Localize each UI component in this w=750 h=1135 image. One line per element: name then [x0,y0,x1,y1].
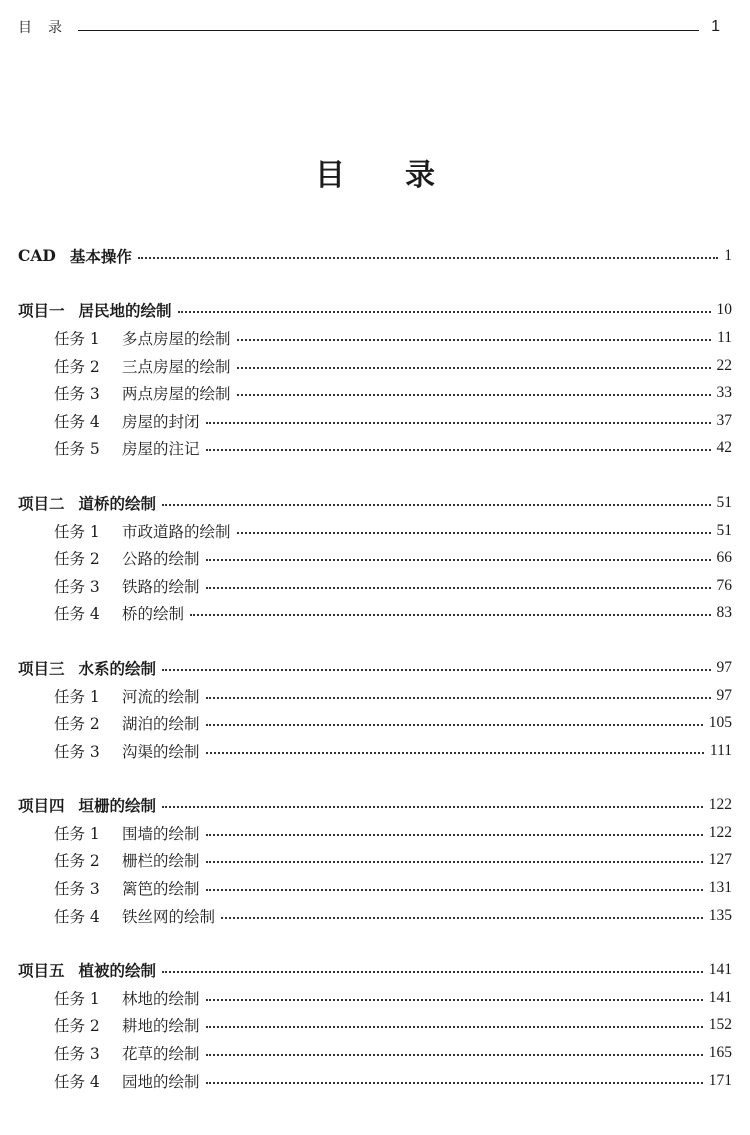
toc-entry-page: 152 [708,1016,732,1034]
running-header-label: 目录 [18,20,78,36]
toc-entry-number: CAD [18,246,56,266]
section-gap [18,270,732,297]
toc-entry-page: 51 [716,493,732,511]
toc-entry-page: 33 [716,384,732,402]
dot-leader [206,724,703,726]
toc-entry-page: 97 [716,658,732,676]
toc-task-entry[interactable] [18,517,732,545]
toc-entry-number: 任务 2 [54,852,100,871]
toc-section-entry[interactable] [18,489,732,517]
toc-task-entry[interactable] [18,847,732,875]
dot-leader [162,669,710,671]
toc-entry-number: 任务 3 [54,742,100,761]
toc-entry-title: 花草的绘制 [122,1045,200,1064]
toc-entry-page: 37 [716,411,732,429]
toc-entry-title: 多点房屋的绘制 [122,329,231,348]
toc-entry-number: 任务 4 [54,907,100,926]
dot-leader [206,1054,703,1056]
toc-section-entry[interactable] [18,242,732,270]
toc-entry-number: 项目三 [18,658,65,678]
toc-entry-page: 141 [708,988,732,1006]
toc-entry-number: 任务 5 [54,440,100,459]
toc-entry-number: 任务 3 [54,577,100,596]
toc-entry-number: 项目一 [18,301,65,321]
running-header [18,16,720,38]
page-title: 目录 [315,158,495,193]
toc-entry-number: 项目二 [18,493,65,513]
dot-leader [206,1082,703,1084]
toc-entry-title: 两点房屋的绘制 [122,385,231,404]
toc-task-entry[interactable] [18,737,732,765]
toc-entry-title: 栅栏的绘制 [122,852,200,871]
toc-entry-page: 122 [708,796,732,814]
toc-entry-title: 园地的绘制 [122,1072,200,1091]
dot-leader [206,587,711,589]
toc-entry-page: 111 [709,741,732,759]
toc-entry-page: 131 [708,879,732,897]
toc-entry-number: 任务 1 [54,824,100,843]
toc-entry-title: 垣栅的绘制 [78,796,157,816]
toc-task-entry[interactable] [18,709,732,737]
toc-entry-page: 1 [724,246,732,264]
toc-entry-page: 22 [716,356,732,374]
toc-entry-number: 任务 1 [54,522,100,541]
toc-entry-title: 篱笆的绘制 [122,880,200,899]
toc-task-entry[interactable] [18,682,732,710]
dot-leader [138,257,718,259]
toc-entry-title: 沟渠的绘制 [122,742,200,761]
toc-task-entry[interactable] [18,544,732,572]
toc-entry-page: 10 [716,301,732,319]
toc-entry-title: 铁丝网的绘制 [122,907,216,926]
toc-section-entry[interactable] [18,654,732,682]
toc-entry-title: 围墙的绘制 [122,824,200,843]
dot-leader [237,339,712,341]
toc-section-entry[interactable] [18,297,732,325]
toc-entry-page: 76 [716,576,732,594]
dot-leader [206,834,703,836]
dot-leader [206,559,711,561]
toc-entry-number: 任务 4 [54,412,100,431]
toc-entry-number: 任务 3 [54,385,100,404]
toc-entry-page: 11 [717,328,732,346]
toc-task-entry[interactable] [18,435,732,463]
toc-entry-title: 桥的绘制 [122,605,185,624]
toc-entry-title: 公路的绘制 [122,550,200,569]
toc-entry-number: 项目四 [18,796,65,816]
toc-entry-page: 42 [716,439,732,457]
toc-entry-number: 任务 3 [54,880,100,899]
dot-leader [190,614,710,616]
section-gap [18,765,732,792]
dot-leader [206,697,711,699]
toc-entry-number: 任务 2 [54,1017,100,1036]
toc-entry-title: 基本操作 [69,246,132,266]
toc-task-entry[interactable] [18,874,732,902]
toc-entry-page: 51 [716,521,732,539]
toc-task-entry[interactable] [18,324,732,352]
toc-task-entry[interactable] [18,819,732,847]
toc-entry-title: 湖泊的绘制 [122,715,200,734]
dot-leader [162,504,710,506]
toc-entry-page: 141 [708,961,732,979]
toc-task-entry[interactable] [18,902,732,930]
toc-entry-number: 项目五 [18,961,65,981]
toc-entry-title: 河流的绘制 [122,687,200,706]
toc-entry-page: 83 [716,604,732,622]
toc-section-entry[interactable] [18,956,732,984]
toc-task-entry[interactable] [18,572,732,600]
toc-entry-page: 171 [708,1071,732,1089]
dot-leader [162,806,703,808]
toc-section-entry[interactable] [18,792,732,820]
toc-entry-number: 任务 3 [54,1045,100,1064]
toc-entry-title: 房屋的注记 [122,440,200,459]
toc-task-entry[interactable] [18,600,732,628]
dot-leader [237,532,711,534]
toc-entry-page: 127 [708,851,732,869]
toc-task-entry[interactable] [18,1039,732,1067]
toc-entry-page: 97 [716,686,732,704]
dot-leader [206,422,711,424]
toc-entry-title: 居民地的绘制 [78,301,172,321]
toc-entry-number: 任务 2 [54,715,100,734]
section-gap [18,929,732,956]
toc-entry-number: 任务 2 [54,550,100,569]
dot-leader [162,971,703,973]
dot-leader [206,999,703,1001]
toc-entry-number: 任务 4 [54,1072,100,1091]
toc-entry-title: 水系的绘制 [78,658,157,678]
toc-entry-title: 铁路的绘制 [122,577,200,596]
dot-leader [206,752,704,754]
toc-entry-page: 165 [708,1044,732,1062]
toc-entry-number: 任务 1 [54,989,100,1008]
dot-leader [206,861,703,863]
toc-entry-title: 植被的绘制 [78,961,157,981]
dot-leader [221,917,703,919]
toc-task-entry[interactable] [18,407,732,435]
toc-entry-number: 任务 4 [54,605,100,624]
toc-task-entry[interactable] [18,1067,732,1095]
toc-task-entry[interactable] [18,379,732,407]
dot-leader [237,394,711,396]
section-gap [18,462,732,489]
toc-entry-number: 任务 2 [54,357,100,376]
dot-leader [178,311,711,313]
toc-entry-number: 任务 1 [54,329,100,348]
toc-entry-title: 市政道路的绘制 [122,522,231,541]
toc-entry-page: 66 [716,549,732,567]
dot-leader [206,889,703,891]
toc-task-entry[interactable] [18,984,732,1012]
toc-entry-number: 任务 1 [54,687,100,706]
toc-entry-page: 122 [708,823,732,841]
toc-task-entry[interactable] [18,1012,732,1040]
dot-leader [237,367,711,369]
toc-entry-title: 道桥的绘制 [78,493,157,513]
toc-entry-page: 135 [708,906,732,924]
table-of-contents [18,242,732,1094]
toc-entry-page: 105 [708,714,732,732]
toc-task-entry[interactable] [18,352,732,380]
toc-entry-title: 三点房屋的绘制 [122,357,231,376]
page-number: 1 [711,18,720,35]
header-rule [78,30,699,31]
toc-entry-title: 林地的绘制 [122,989,200,1008]
toc-entry-title: 房屋的封闭 [122,412,200,431]
section-gap [18,627,732,654]
dot-leader [206,1026,703,1028]
toc-entry-title: 耕地的绘制 [122,1017,200,1036]
dot-leader [206,449,711,451]
